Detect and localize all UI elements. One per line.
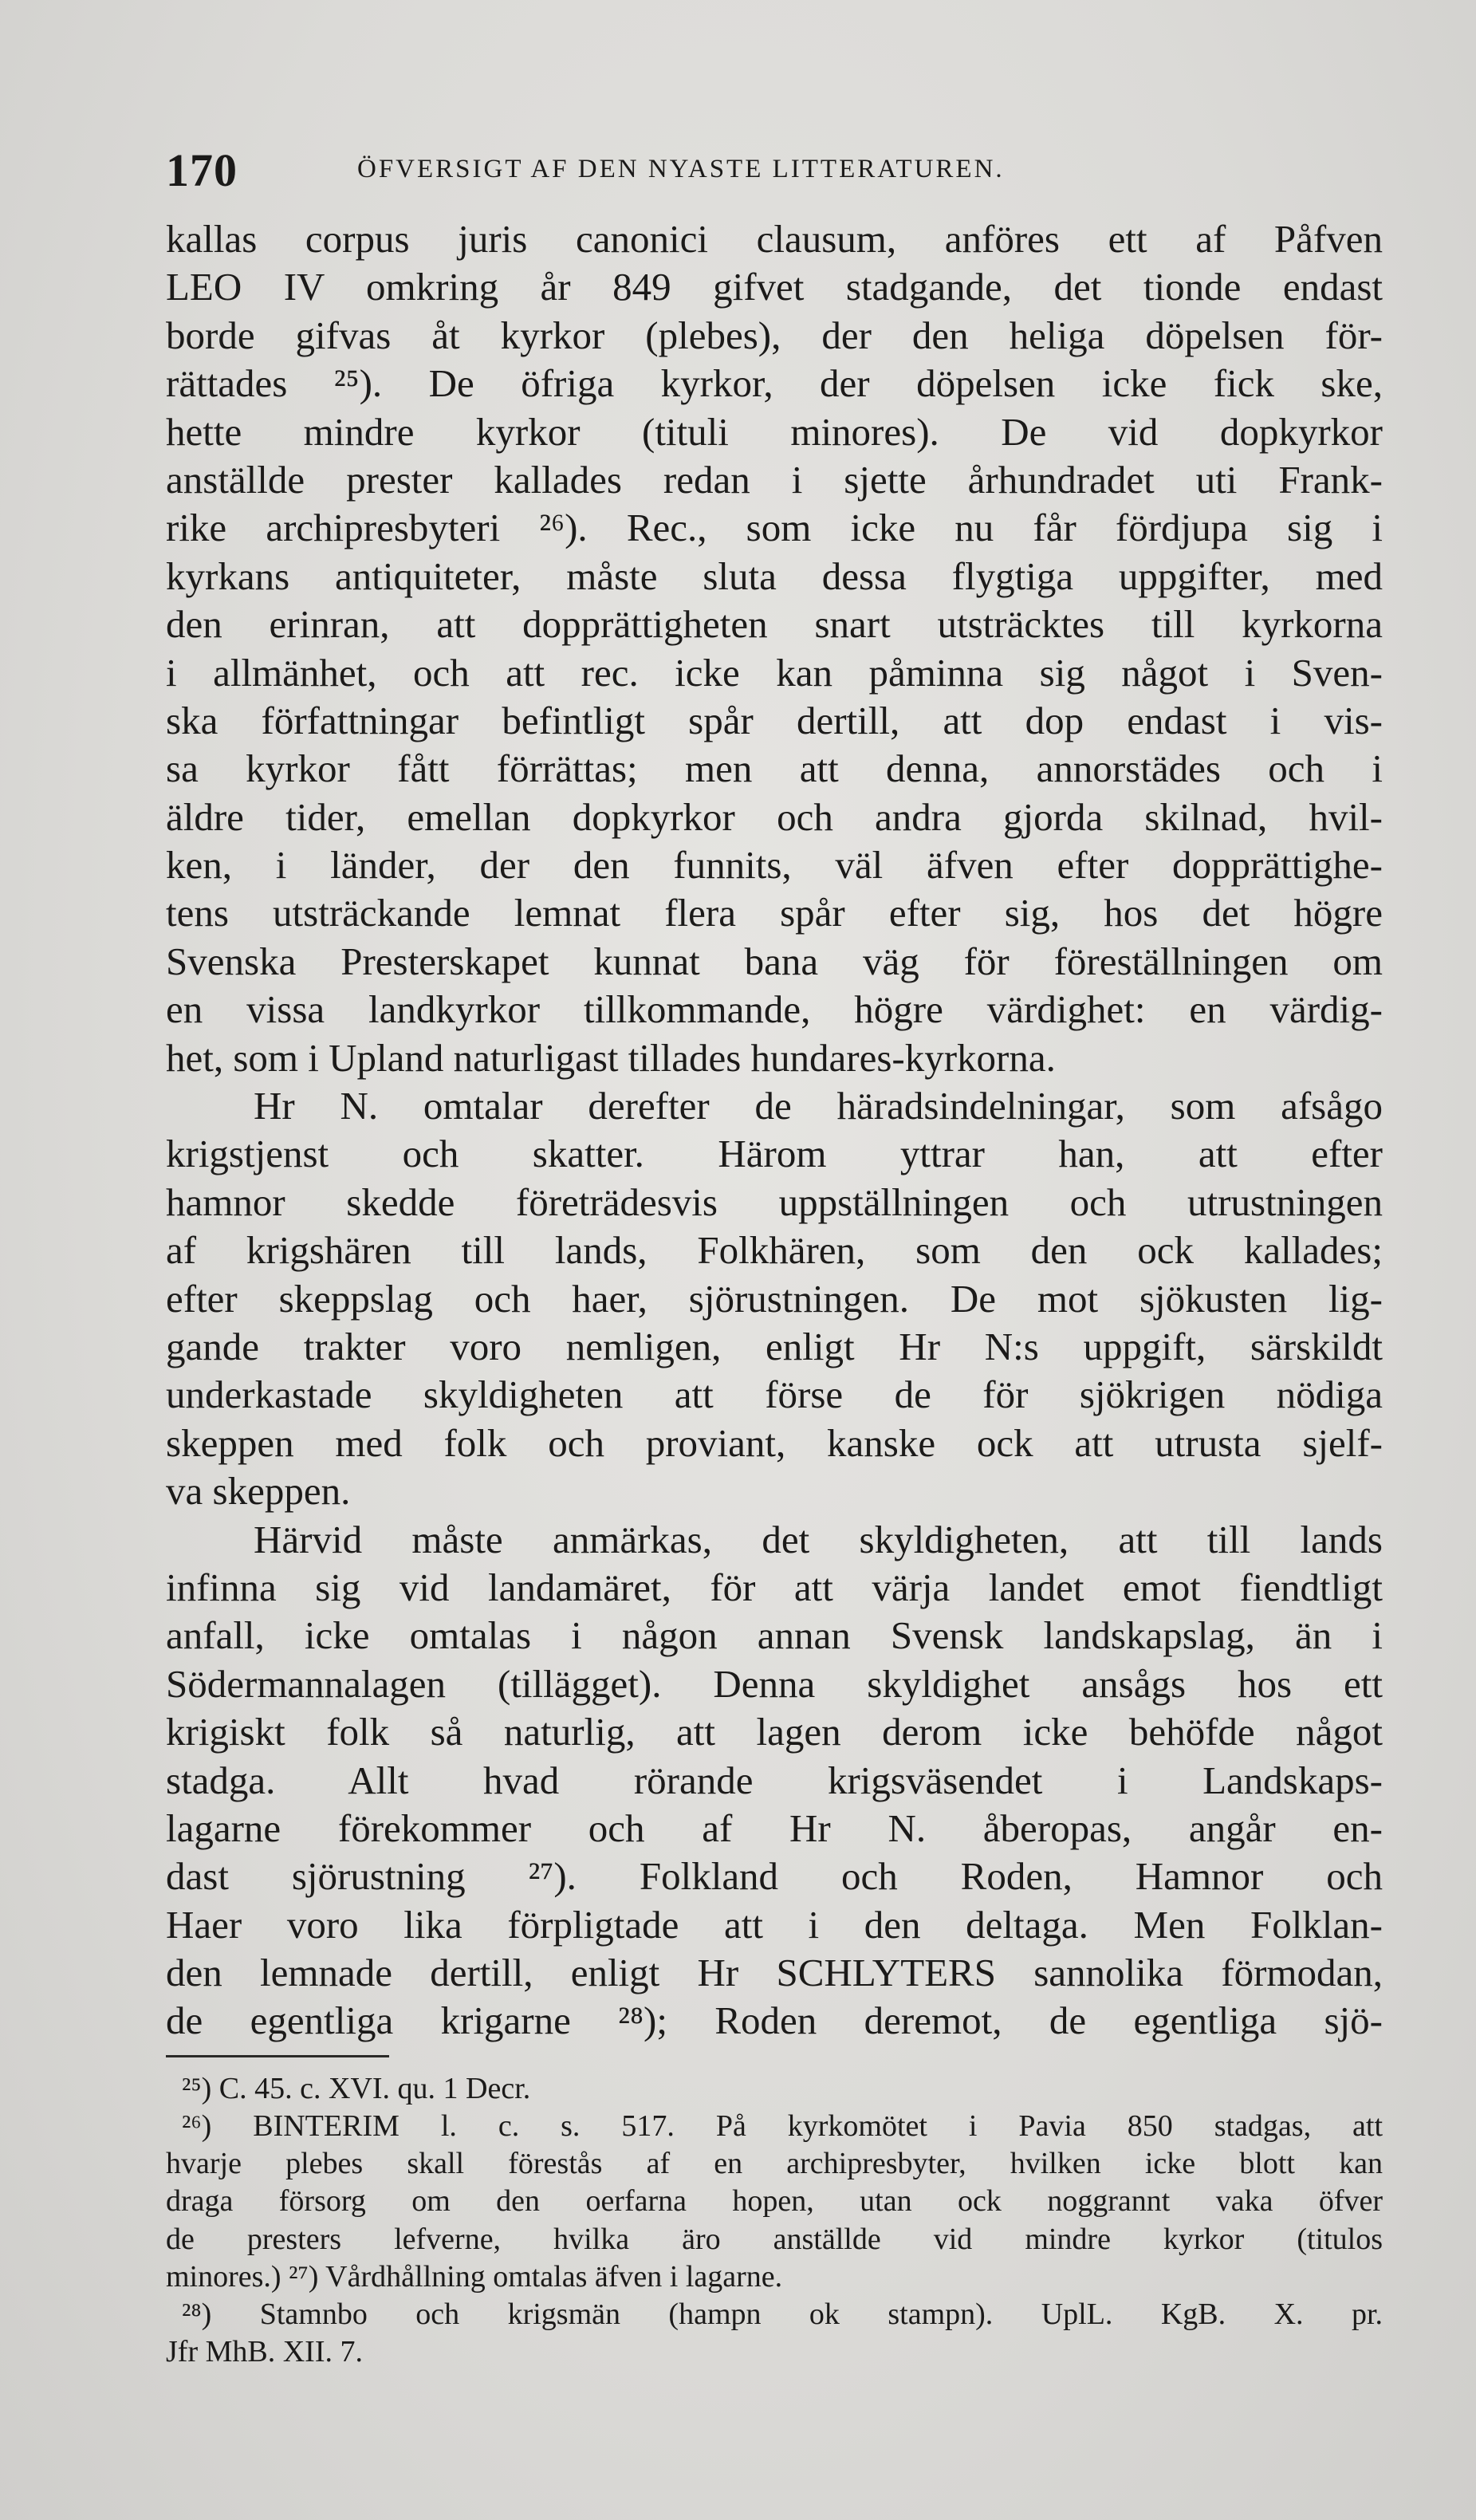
body-line: skeppen med folk och proviant, kanske ock att utrusta sjelf- xyxy=(166,1420,1383,1465)
footnotes xyxy=(166,2070,1383,2372)
text-block xyxy=(166,144,1383,2371)
body-line: tens utsträckande lemnat flera spår efter sig, hos det högre xyxy=(166,891,1383,935)
body-line: en vissa landkyrkor tillkommande, högre värdighet: en värdig- xyxy=(166,987,1383,1032)
body-line: hamnor skedde företrädesvis uppställningen och utrustningen xyxy=(166,1179,1383,1224)
body-line: underkastade skyldigheten att förse de för sjökrigen nödiga xyxy=(166,1372,1383,1417)
footnote-line: draga försorg om den oerfarna hopen, utan ock noggrannt vaka öfver xyxy=(166,2184,1383,2219)
body-line: efter skeppslag och haer, sjörustningen. De mot sjökusten lig- xyxy=(166,1276,1383,1321)
body-line: dast sjörustning ²⁷). Folkland och Roden, Hamnor och xyxy=(166,1854,1383,1899)
body-line: lagarne förekommer och af Hr N. åberopas, angår en- xyxy=(166,1805,1383,1850)
body-line: anställde prester kallades redan i sjette århundradet uti Frank- xyxy=(166,457,1383,502)
body-line: den lemnade dertill, enligt Hr SCHLYTERS sannolika förmodan, xyxy=(166,1951,1383,1995)
running-title: ÖFVERSIGT AF DEN NYASTE LITTERATUREN. xyxy=(357,155,1005,183)
body-line: LEO IV omkring år 849 gifvet stadgande, det tionde endast xyxy=(166,265,1383,309)
body-line: i allmänhet, och att rec. icke kan påminna sig något i Sven- xyxy=(166,650,1383,695)
body-line: rättades ²⁵). De öfriga kyrkor, der döpelsen icke fick ske, xyxy=(166,361,1383,406)
body-line: kyrkans antiquiteter, måste sluta dessa flygtiga uppgifter, med xyxy=(166,553,1383,598)
running-head xyxy=(166,144,1383,199)
body-line: anfall, icke omtalas i någon annan Svensk landskapslag, än i xyxy=(166,1613,1383,1658)
footnote-rule xyxy=(166,2055,389,2057)
body-line: Haer voro lika förpligtade att i den deltaga. Men Folklan- xyxy=(166,1902,1383,1947)
body-line: de egentliga krigarne ²⁸); Roden deremot, de egentliga sjö- xyxy=(166,1998,1383,2043)
footnote-line: ²⁸) Stamnbo och krigsmän (hampn ok stampn). UplL. KgB. X. pr. xyxy=(182,2297,1383,2331)
footnote-line: de presters lefverne, hvilka äro anställde vid mindre kyrkor (titulos xyxy=(166,2222,1383,2256)
body-line: Svenska Presterskapet kunnat bana väg för föreställningen om xyxy=(166,939,1383,983)
body-line: rike archipresbyteri ²⁶). Rec., som icke nu får fördjupa sig i xyxy=(166,506,1383,550)
body-line: den erinran, att dopprättigheten snart utsträcktes till kyrkorna xyxy=(166,602,1383,647)
body-line: het, som i Upland naturligast tillades hundares-kyrkorna. xyxy=(166,1035,1056,1080)
body-line: Härvid måste anmärkas, det skyldigheten, att till lands xyxy=(254,1517,1383,1561)
body-line: Södermannalagen (tillägget). Denna skyldighet ansågs hos ett xyxy=(166,1661,1383,1706)
body-line: ken, i länder, der den funnits, väl äfven efter dopprättighe- xyxy=(166,843,1383,888)
body-line: af krigshären till lands, Folkhären, som den ock kallades; xyxy=(166,1228,1383,1273)
footnote-line: minores.) ²⁷) Vårdhållning omtalas äfven i lagarne. xyxy=(166,2259,783,2294)
body-line: ska författningar befintligt spår dertill, att dop endast i vis- xyxy=(166,698,1383,742)
body-line: kallas corpus juris canonici clausum, anföres ett af Påfven xyxy=(166,217,1383,261)
body-text xyxy=(166,215,1383,2046)
footnote-line: ²⁶) BINTERIM l. c. s. 517. På kyrkomötet i Pavia 850 stadgas, att xyxy=(182,2109,1383,2144)
footnote-line: Jfr MhB. XII. 7. xyxy=(166,2335,363,2369)
body-line: krigstjenst och skatter. Härom yttrar han, att efter xyxy=(166,1132,1383,1176)
body-line: infinna sig vid landamäret, för att värja landet emot fiendtligt xyxy=(166,1565,1383,1609)
body-line: krigiskt folk så naturlig, att lagen derom icke behöfde något xyxy=(166,1710,1383,1754)
body-line: äldre tider, emellan dopkyrkor och andra gjorda skilnad, hvil- xyxy=(166,794,1383,839)
body-line: Hr N. omtalar derefter de häradsindelningar, som afsågo xyxy=(254,1084,1383,1128)
page-number: 170 xyxy=(166,144,238,196)
body-line: gande trakter voro nemligen, enligt Hr N:s uppgift, särskildt xyxy=(166,1324,1383,1368)
body-line: sa kyrkor fått förrättas; men att denna, annorstädes och i xyxy=(166,746,1383,791)
body-line: hette mindre kyrkor (tituli minores). De vid dopkyrkor xyxy=(166,409,1383,454)
footnote-line: ²⁵) C. 45. c. XVI. qu. 1 Decr. xyxy=(182,2071,531,2105)
body-line: va skeppen. xyxy=(166,1469,351,1514)
body-line: borde gifvas åt kyrkor (plebes), der den heliga döpelsen för- xyxy=(166,313,1383,357)
body-line: stadga. Allt hvad rörande krigsväsendet i Landskaps- xyxy=(166,1758,1383,1802)
footnote-line: hvarje plebes skall förestås af en archipresbyter, hvilken icke blott kan xyxy=(166,2147,1383,2181)
